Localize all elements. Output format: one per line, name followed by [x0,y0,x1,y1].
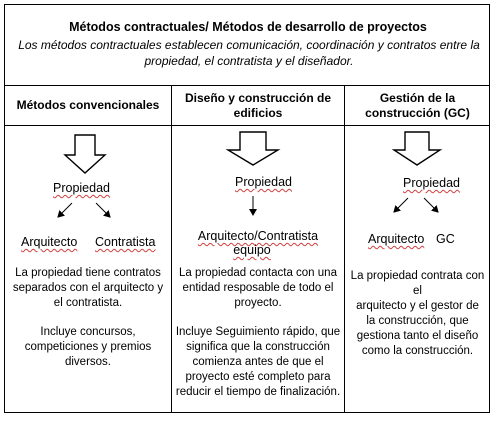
desc-design-build-fast-track: Incluye Seguimiento rápido, que significa que la construcción comienza antes de que el proyecto esté completo para reducir el tiempo de finalización. [175,326,341,398]
node-gc-col3: GC [436,232,455,246]
connector-owner-to-contractor-col1 [96,203,110,217]
diagram-title: Métodos contractuales/ Métodos de desarrollo de proyectos [69,20,427,34]
block-arrow-col1 [65,135,105,173]
heading-conventional: Métodos convencionales [16,98,160,112]
node-contractor-col1: Contratista [95,235,156,249]
node-architect-col1: Arquitecto [21,235,78,249]
desc-design-build-contacts: La propiedad contacta con una entidad resposable de todo el proyecto. [179,267,337,309]
heading-construction-management: Gestión de la construcción (GC) [365,91,470,120]
node-owner-col3: Propiedad [403,176,460,190]
subtitle-line-1: Los métodos contractuales establecen comunicación, coordinación y contratos entre la [18,38,480,52]
connector-owner-to-architect-col1 [58,203,72,217]
desc-conventional-contracts: La propiedad tiene contratos separados con el arquitecto y el contratista. [12,267,164,309]
desc-construction-management: La propiedad contrata con el arquitecto y el gestor de la construcción, que gestiona tanto el diseño como la construcción. [350,270,485,357]
connector-owner-to-architect-col3 [394,198,408,212]
connector-owner-to-gc-col3 [424,198,438,212]
block-arrow-col2 [228,132,278,165]
subtitle-line-2: propiedad, el contratista y el diseñador. [144,54,354,68]
node-owner-col2: Propiedad [235,175,292,189]
heading-design-build: Diseño y construcción de edificios [184,91,332,120]
desc-conventional-includes: Incluye concursos, competiciones y premios diversos. [24,326,152,368]
node-architect-col3: Arquitecto [368,232,425,246]
node-owner-col1: Propiedad [53,181,110,195]
team-line-2: equipo [233,243,271,257]
node-architect-contractor-team [172,229,344,257]
team-line-1: Arquitecto/Contratista [197,229,319,243]
block-arrow-col3 [394,132,440,165]
